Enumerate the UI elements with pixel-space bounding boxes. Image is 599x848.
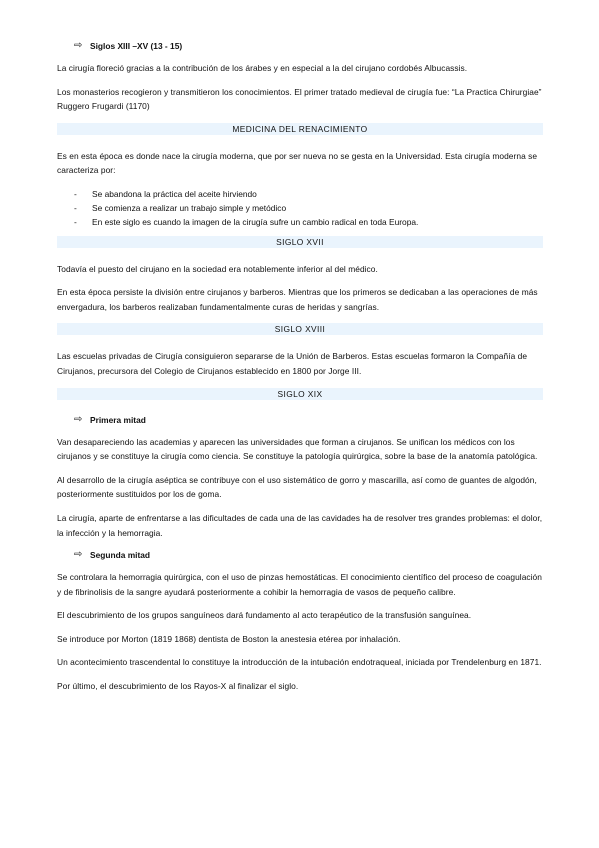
paragraph: Se controlara la hemorragia quirúrgica, con el uso de pinzas hemostáticas. El conocimiento científico del proceso de coagulación y de fibrinolisis de la sangre ayudará posteriormente a cohibir la hemorragia de vasos de pequeño calibre. [57,572,542,597]
paragraph: Todavía el puesto del cirujano en la sociedad era notablemente inferior al del médico. [57,263,378,274]
section-title-bar: SIGLO XVII [57,236,543,248]
arrow-right-icon: ⇨ [74,413,83,425]
paragraph: La cirugía, aparte de enfrentarse a las dificultades de cada una de las cavidades ha de resolver tres grandes problemas: el dolor, la infección y la hemorragia. [57,512,543,538]
document-body [57,40,543,703]
paragraph: Las escuelas privadas de Cirugía consiguieron separarse de la Unión de Barberos. Estas escuelas formaron la Compañía de Cirujanos, precursora del Colegio de Cirujanos establecido en 1800 por Jorge III. [57,351,528,376]
section-title-bar: MEDICINA DEL RENACIMIENTO [57,123,543,135]
list-item [57,201,543,215]
section-heading-text: Siglos XIII –XV (13 - 15) [90,41,183,51]
section-heading [57,549,543,561]
section-heading-text: Primera mitad [90,414,146,425]
list-item-text: En este siglo es cuando la imagen de la cirugía sufre un cambio radical en toda Europa. [92,217,419,228]
dash-bullet-icon: - [74,217,77,228]
paragraph: Por último, el descubrimiento de los Rayos-X al finalizar el siglo. [57,681,299,692]
arrow-right-icon: ⇨ [74,549,83,561]
dash-bullet-icon: - [74,188,77,199]
section-heading [57,414,543,426]
section-heading-text: Segunda mitad [90,550,151,561]
list-item-text: Se comienza a realizar un trabajo simple y metódico [92,203,287,214]
list-item [57,187,543,201]
bullet-list [57,187,543,230]
paragraph: Van desapareciendo las academias y aparecen las universidades que forman a cirujanos. Se unifican los médicos con los cirujanos y se constituye la cirugía como ciencia. Se constituye la patología quirúrgica, sobre la base de la anatomía patológica. [57,436,538,462]
section-heading [57,40,543,52]
section-title-bar: SIGLO XIX [57,388,543,400]
list-item [57,215,543,229]
paragraph: Los monasterios recogieron y transmitieron los conocimientos. El primer tratado medieval de cirugía fue: “La Practica Chirurgiae” Ruggero Frugardi (1170) [57,86,542,112]
paragraph: Se introduce por Morton (1819 1868) dentista de Boston la anestesia etérea por inhalación. [57,633,401,644]
paragraph: Es en esta época es donde nace la cirugía moderna, que por ser nueva no se gesta en la Universidad. Esta cirugía moderna se caracteriza por: [57,150,538,176]
section-title-bar: SIGLO XVIII [57,323,543,335]
paragraph: La cirugía floreció gracias a la contribución de los árabes y en especial a la del cirujano cordobés Albucassis. [57,63,468,73]
paragraph: En esta época persiste la división entre cirujanos y barberos. Mientras que los primeros se dedicaban a las operaciones de más envergadura, los barberos realizaban fundamentalmente curas de heridas y sangrías. [57,287,538,312]
dash-bullet-icon: - [74,203,77,214]
paragraph: Un acontecimiento trascendental lo constituye la introducción de la intubación endotraqueal, iniciada por Trendelenburg en 1871. [57,657,542,668]
list-item-text: Se abandona la práctica del aceite hirviendo [92,188,257,199]
paragraph: Al desarrollo de la cirugía aséptica se contribuye con el uso sistemático de gorro y mascarilla, así como de guantes de algodón, posteriormente sustituidos por los de goma. [57,474,537,500]
paragraph: El descubrimiento de los grupos sanguíneos dará fundamento al acto terapéutico de la transfusión sanguínea. [57,610,472,621]
arrow-right-icon: ⇨ [74,40,83,51]
